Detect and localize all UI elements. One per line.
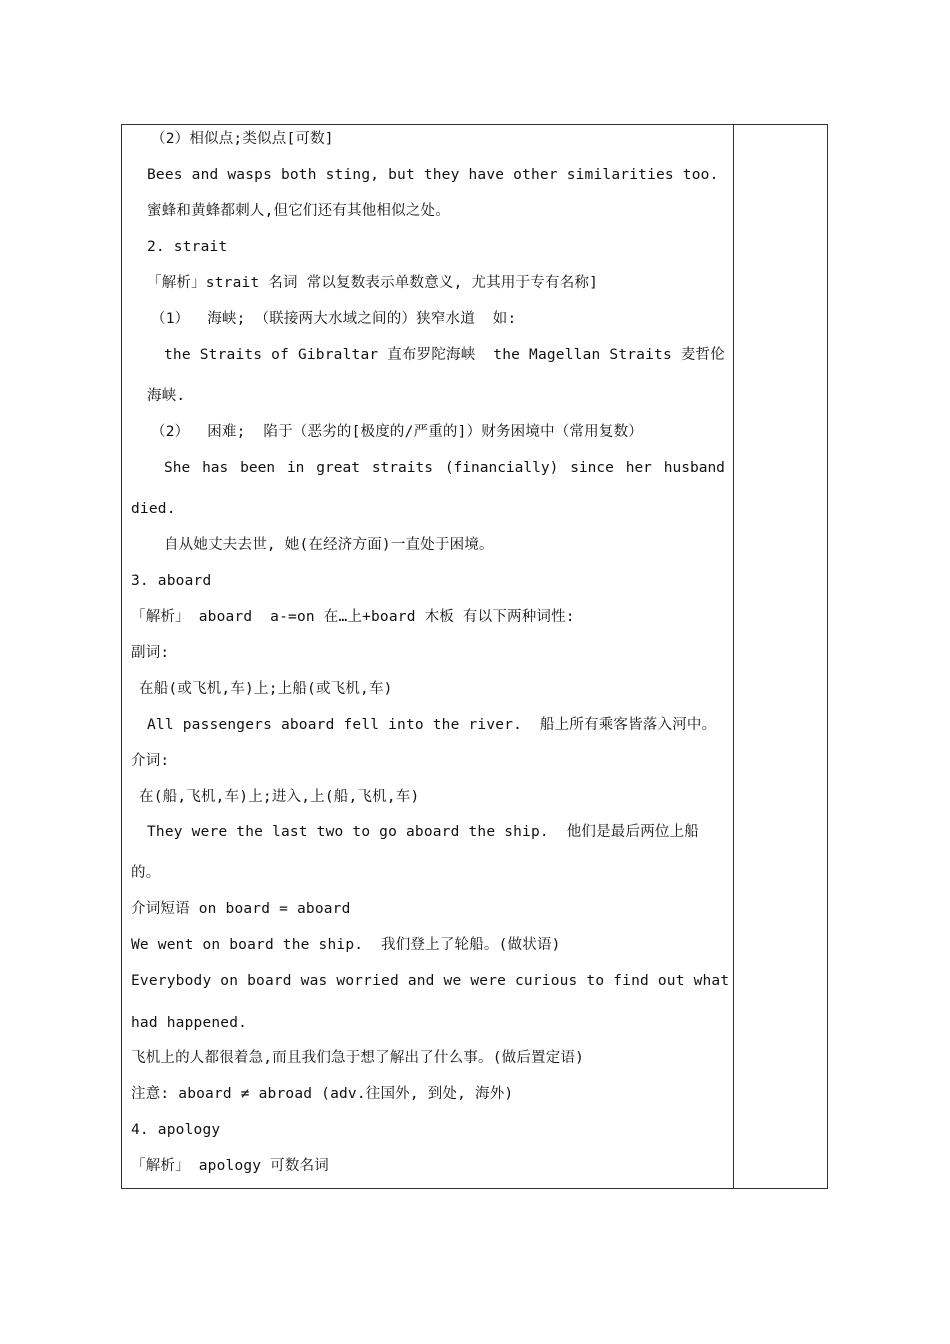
text-line: （1） 海峡; （联接两大水域之间的）狭窄水道 如: xyxy=(151,311,517,327)
text-line: All passengers aboard fell into the river. 船上所有乘客皆落入河中。 xyxy=(147,717,717,733)
text-line: Everybody on board was worried and we were curious to find out what xyxy=(131,973,730,989)
text-line: They were the last two to go aboard the ship. 他们是最后两位上船 xyxy=(147,824,699,840)
text-line: （2）相似点;类似点[可数] xyxy=(151,131,334,147)
text-line: 注意: aboard ≠ abroad (adv.往国外, 到处, 海外) xyxy=(131,1086,514,1102)
section-heading: 3. aboard xyxy=(131,573,212,589)
word: been xyxy=(240,460,276,476)
text-line: Bees and wasps both sting, but they have other similarities too. xyxy=(147,167,719,183)
text-line: （2） 困难; 陷于（恶劣的[极度的/严重的]）财务困境中（常用复数） xyxy=(151,424,643,440)
word: great xyxy=(316,460,360,476)
word: has xyxy=(202,460,229,476)
text-line: 在船(或飞机,车)上;上船(或飞机,车) xyxy=(139,681,393,697)
word: her xyxy=(625,460,652,476)
text-line: 的。 xyxy=(131,865,161,881)
text-line: 介词: xyxy=(131,753,170,769)
text-line: died. xyxy=(131,501,176,517)
section-heading: 2. strait xyxy=(147,239,228,255)
word: husband xyxy=(663,460,725,476)
text-line: 「解析」 aboard a-=on 在…上+board 木板 有以下两种词性: xyxy=(131,609,575,625)
text-line: 在(船,飞机,车)上;进入,上(船,飞机,车) xyxy=(139,789,420,805)
text-line: 副词: xyxy=(131,645,170,661)
text-line: 飞机上的人都很着急,而且我们急于想了解出了什么事。(做后置定语) xyxy=(131,1050,585,1066)
text-line: 蜜蜂和黄蜂都刺人,但它们还有其他相似之处。 xyxy=(147,203,450,219)
section-heading: 4. apology xyxy=(131,1122,221,1138)
text-line: We went on board the ship. 我们登上了轮船。(做状语) xyxy=(131,937,561,953)
text-line: 介词短语 on board = aboard xyxy=(131,901,351,917)
word: (financially) xyxy=(444,460,559,476)
word: straits xyxy=(371,460,433,476)
word: She xyxy=(164,460,191,476)
word: since xyxy=(570,460,614,476)
text-line: 「解析」 apology 可数名词 xyxy=(131,1158,329,1174)
text-line: 海峡. xyxy=(147,388,186,404)
text-line: 「解析」strait 名词 常以复数表示单数意义, 尤其用于专有名称] xyxy=(147,275,599,291)
text-line: the Straits of Gibraltar 直布罗陀海峡 the Magellan Straits 麦哲伦 xyxy=(164,347,725,363)
text-line-justified xyxy=(164,458,725,478)
table-column-divider xyxy=(733,124,734,1189)
text-line: had happened. xyxy=(131,1015,248,1031)
word: in xyxy=(286,460,305,476)
text-line: 自从她丈夫去世, 她(在经济方面)一直处于困境。 xyxy=(164,537,494,553)
